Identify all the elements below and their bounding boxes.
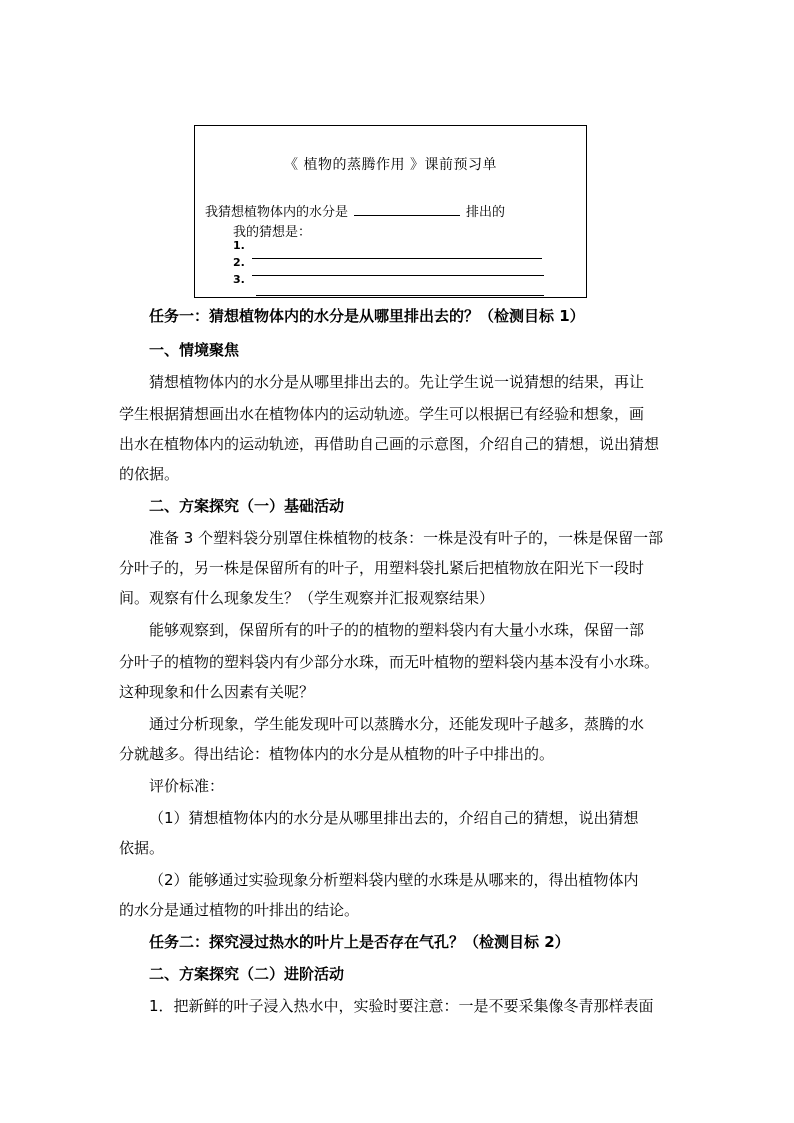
paragraph-line: 这种现象和什么因素有关呢？ <box>119 683 315 701</box>
paragraph-line: 准备 3 个塑料袋分别罩住株植物的枝条：一株是没有叶子的，一株是保留一部 <box>149 529 664 547</box>
guess-prompt-blank <box>354 203 460 216</box>
task-1-heading: 任务一：猜想植物体内的水分是从哪里排出去的？（检测目标 1） <box>149 307 585 325</box>
guess-blank-2 <box>252 275 544 276</box>
section-advanced-activity-heading: 二、方案探究（二）进阶活动 <box>149 965 345 983</box>
paragraph-line: 出水在植物体内的运动轨迹，再借助自己画的示意图，介绍自己的猜想，说出猜想 <box>119 435 660 453</box>
worksheet-title: 《 植物的蒸腾作用 》课前预习单 <box>284 157 497 173</box>
guess-label: 我的猜想是： <box>233 225 312 240</box>
criterion-2-line: （2）能够通过实验现象分析塑料袋内壁的水珠是从哪来的，得出植物体内 <box>149 871 639 889</box>
guess-blank-3 <box>256 295 544 296</box>
paragraph-line: 分叶子的植物的塑料袋内有少部分水珠，而无叶植物的塑料袋内基本没有小水珠。 <box>119 653 660 671</box>
guess-number-3: 3. <box>233 273 245 286</box>
guess-prompt <box>205 201 505 220</box>
paragraph-line: 学生根据猜想画出水在植物体内的运动轨迹。学生可以根据已有经验和想象，画 <box>119 405 645 423</box>
criterion-1-line: （1）猜想植物体内的水分是从哪里排出去的，介绍自己的猜想，说出猜想 <box>149 809 639 827</box>
criterion-1-line: 依据。 <box>119 839 165 857</box>
paragraph-line: 通过分析现象，学生能发现叶可以蒸腾水分，还能发现叶子越多，蒸腾的水 <box>149 715 645 733</box>
section-scenario-heading: 一、情境聚焦 <box>149 341 240 359</box>
paragraph-line: 分就越多。得出结论：植物体内的水分是从植物的叶子中排出的。 <box>119 745 555 763</box>
section-basic-activity-heading: 二、方案探究（一）基础活动 <box>149 497 345 515</box>
step-1-line: 1．把新鲜的叶子浸入热水中，实验时要注意：一是不要采集像冬青那样表面 <box>149 997 654 1015</box>
paragraph-line: 间。观察有什么现象发生？（学生观察并汇报观察结果） <box>119 589 495 607</box>
paragraph-line: 能够观察到，保留所有的叶子的的植物的塑料袋内有大量小水珠，保留一部 <box>149 621 645 639</box>
guess-prompt-after: 排出的 <box>466 205 506 220</box>
criterion-2-line: 的水分是通过植物的叶排出的结论。 <box>119 901 360 919</box>
paragraph-line: 分叶子的，另一株是保留所有的叶子，用塑料袋扎紧后把植物放在阳光下一段时 <box>119 559 645 577</box>
task-2-heading: 任务二：探究浸过热水的叶片上是否存在气孔？（检测目标 2） <box>149 933 570 951</box>
paragraph-line: 的依据。 <box>119 465 180 483</box>
preview-worksheet-box <box>194 125 587 298</box>
guess-number-1: 1. <box>233 239 245 252</box>
guess-number-2: 2. <box>233 256 245 269</box>
paragraph-line: 猜想植物体内的水分是从哪里排出去的。先让学生说一说猜想的结果，再让 <box>149 373 645 391</box>
guess-prompt-before: 我猜想植物体内的水分是 <box>205 205 349 220</box>
evaluation-criteria-label: 评价标准： <box>149 777 225 795</box>
guess-blank-1 <box>252 258 542 259</box>
